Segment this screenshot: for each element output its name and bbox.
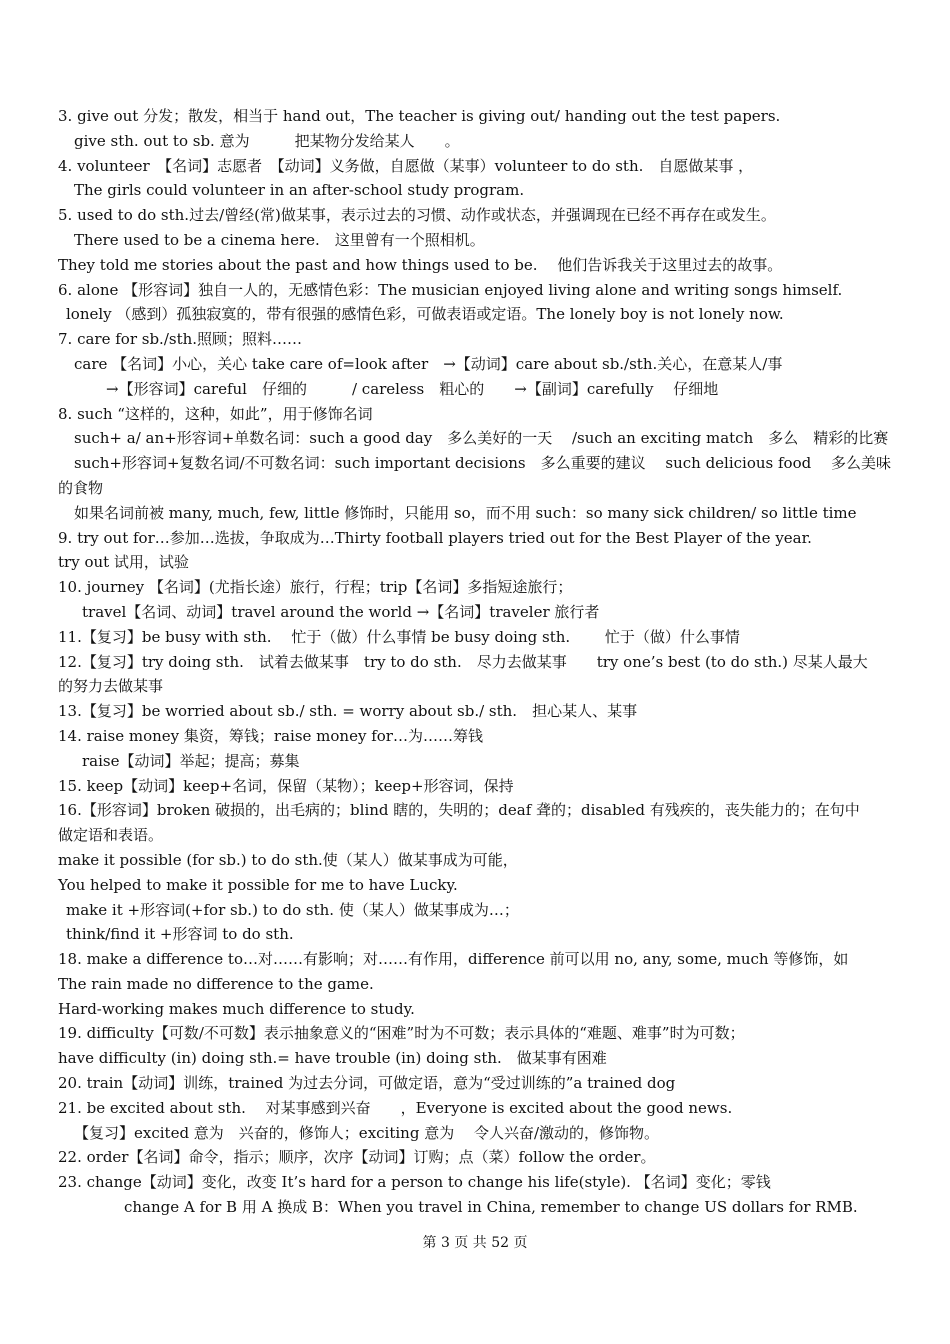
text-line: 20. train【动词】训练，trained 为过去分词，可做定语，意为“受过训练的”a trained dog (58, 1074, 676, 1093)
text-line: 13.【复习】be worried about sb./ sth. = worry about sb./ sth. 担心某人、某事 (58, 702, 638, 721)
text-line: give sth. out to sb. 意为 把某物分发给某人 。 (74, 131, 460, 150)
text-line: 5. used to do sth.过去/曾经(常)做某事，表示过去的习惯、动作或状态，并强调现在已经不再存在或发生。 (58, 206, 776, 225)
text-line: 做定语和表语。 (58, 826, 164, 845)
text-line: 14. raise money 集资，筹钱；raise money for…为……筹钱 (58, 726, 483, 745)
text-line: 16.【形容词】broken 破损的，出毛病的；blind 瞎的，失明的；deaf 聋的；disabled 有残疾的，丧失能力的；在句中 (58, 801, 860, 820)
text-line: have difficulty (in) doing sth.= have trouble (in) doing sth. 做某事有困难 (58, 1049, 607, 1068)
text-line: 的努力去做某事 (58, 677, 164, 696)
text-line: lonely （感到）孤独寂寞的，带有很强的感情色彩，可做表语或定语。The lonely boy is not lonely now. (66, 305, 784, 324)
text-line: 4. volunteer 【名词】志愿者 【动词】义务做，自愿做（某事）volunteer to do sth. 自愿做某事 ， (58, 156, 754, 175)
text-line: such+形容词+复数名词/不可数名词：such important decisions 多么重要的建议 such delicious food 多么美味 (74, 454, 891, 473)
text-line: care 【名词】小心，关心 take care of=look after →【动词】care about sb./sth.关心，在意某人/事 (74, 354, 783, 373)
text-line: 7. care for sb./sth.照顾；照料…… (58, 330, 303, 349)
text-line: Hard-working makes much difference to study. (58, 999, 415, 1018)
text-line: 19. difficulty【可数/不可数】表示抽象意义的“困难”时为不可数；表示具体的“难题、难事”时为可数； (58, 1024, 745, 1043)
text-line: 18. make a difference to…对……有影响；对……有作用，difference 前可以用 no, any, some, much 等修饰，如 (58, 950, 849, 969)
page-footer: 第 3 页 共 52 页 (422, 1235, 528, 1251)
text-line: 8. such “这样的，这种，如此”，用于修饰名词 (58, 404, 373, 423)
text-line: 9. try out for…参加…选拔，争取成为…Thirty football players tried out for the Best Player of the year. (58, 528, 812, 547)
text-line: travel【名词、动词】travel around the world →【名词】traveler 旅行者 (82, 602, 600, 621)
text-line: change A for B 用 A 换成 B：When you travel in China, remember to change US dollars for RMB. (124, 1198, 858, 1217)
text-line: 的食物 (58, 478, 104, 497)
text-line: 23. change【动词】变化，改变 It’s hard for a person to change his life(style). 【名词】变化；零钱 (58, 1173, 771, 1192)
text-line: 21. be excited about sth. 对某事感到兴奋 ，Everyone is excited about the good news. (58, 1098, 733, 1117)
text-line: think/find it +形容词 to do sth. (66, 925, 294, 944)
text-line: 【复习】excited 意为 兴奋的，修饰人；exciting 意为 令人兴奋/激动的，修饰物。 (74, 1123, 660, 1142)
text-line: 22. order【名词】命令，指示；顺序，次序【动词】订购；点（菜）follow the order。 (58, 1148, 656, 1167)
text-line: raise【动词】举起；提高；募集 (82, 751, 300, 770)
text-line: such+ a/ an+形容词+单数名词：such a good day 多么美好的一天 /such an exciting match 多么 精彩的比赛 (74, 429, 889, 448)
text-line: make it possible (for sb.) to do sth.使（某人）做某事成为可能， (58, 850, 518, 869)
text-line: The rain made no difference to the game. (58, 974, 374, 993)
text-line: 10. journey 【名词】(尤指长途）旅行，行程；trip【名词】多指短途旅行； (58, 578, 573, 597)
text-line: make it +形容词(+for sb.) to do sth. 使（某人）做某事成为…； (66, 900, 519, 919)
text-line: You helped to make it possible for me to have Lucky. (58, 875, 458, 894)
text-line: 15. keep【动词】keep+名词，保留（某物）；keep+形容词，保持 (58, 776, 514, 795)
text-line: There used to be a cinema here. 这里曾有一个照相机。 (74, 230, 485, 249)
text-line: They told me stories about the past and how things used to be. 他们告诉我关于这里过去的故事。 (58, 255, 783, 274)
text-line: 12.【复习】try doing sth. 试着去做某事 try to do sth. 尽力去做某事 try one’s best (to do sth.) 尽某人最大 (58, 652, 868, 671)
text-line: 3. give out 分发；散发，相当于 hand out，The teacher is giving out/ handing out the test papers. (58, 107, 781, 125)
text-line: 6. alone 【形容词】独自一人的，无感情色彩：The musician enjoyed living alone and writing songs himself. (58, 280, 843, 299)
text-line: 11.【复习】be busy with sth. 忙于（做）什么事情 be busy doing sth. 忙于（做）什么事情 (58, 627, 740, 646)
text-line: →【形容词】careful 仔细的 / careless 粗心的 →【副词】carefully 仔细地 (106, 379, 719, 398)
text-line: 如果名词前被 many, much, few, little 修饰时，只能用 so，而不用 such：so many sick children/ so little time (74, 503, 857, 522)
text-line: try out 试用，试验 (58, 553, 189, 572)
page-content (58, 104, 898, 1220)
text-line: The girls could volunteer in an after-school study program. (74, 181, 525, 200)
